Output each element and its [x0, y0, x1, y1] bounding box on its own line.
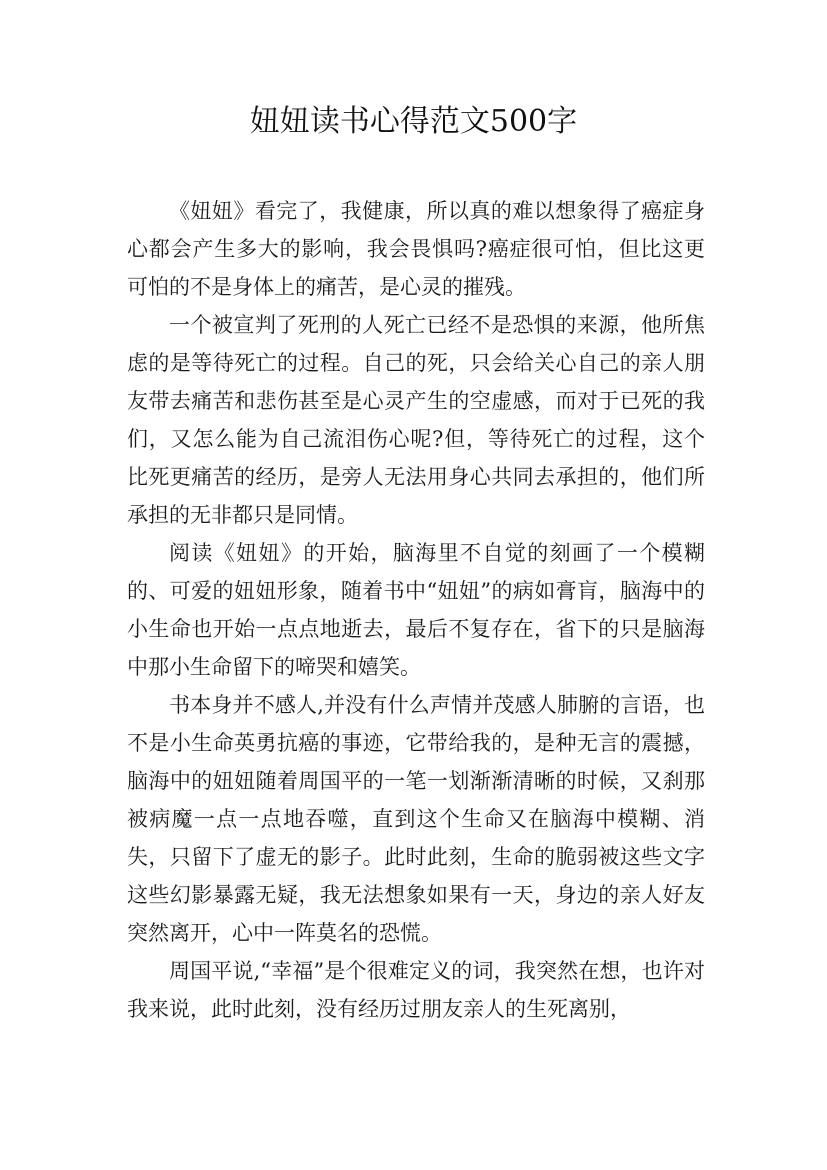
document-title: 妞妞读书心得范文500字 — [249, 104, 578, 139]
paragraph: 《妞妞》看完了，我健康，所以真的难以想象得了癌症身心都会产生多大的影响，我会畏惧吗?癌症很可怕，但比这更可怕的不是身体上的痛苦，是心灵的摧残。 — [127, 199, 705, 299]
paragraph: 阅读《妞妞》的开始，脑海里不自觉的刻画了一个模糊的、可爱的妞妞形象，随着书中“妞妞”的病如膏肓，脑海中的小生命也开始一点点地逝去，最后不复存在，省下的只是脑海中那小生命留下的啼哭和嬉笑。 — [127, 541, 705, 679]
paragraph: 周国平说,“幸福”是个很难定义的词，我突然在想，也许对我来说，此时此刻，没有经历过朋友亲人的生死离别， — [127, 959, 705, 1021]
paragraph: 书本身并不感人,并没有什么声情并茂感人肺腑的言语，也不是小生命英勇抗癌的事迹，它带给我的，是种无言的震撼，脑海中的妞妞随着周国平的一笔一划渐渐清晰的时候，又刹那被病魔一点一点地吞噬，直到这个生命又在脑海中模糊、消失，只留下了虚无的影子。此时此刻，生命的脆弱被这些文字这些幻影暴露无疑，我无法想象如果有一天，身边的亲人好友突然离开，心中一阵莫名的恐慌。 — [127, 693, 705, 945]
paragraph: 一个被宣判了死刑的人死亡已经不是恐惧的来源，他所焦虑的是等待死亡的过程。自己的死，只会给关心自己的亲人朋友带去痛苦和悲伤甚至是心灵产生的空虚感，而对于已死的我们，又怎么能为自己流泪伤心呢?但，等待死亡的过程，这个比死更痛苦的经历，是旁人无法用身心共同去承担的，他们所承担的无非都只是同情。 — [127, 313, 705, 527]
document-body — [127, 192, 705, 1028]
